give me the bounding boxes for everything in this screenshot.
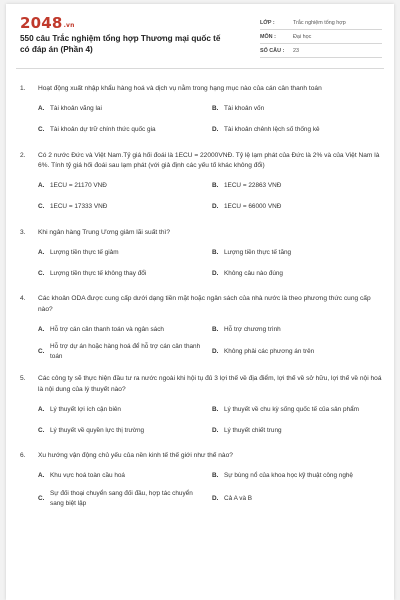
answer-option[interactable]: [38, 489, 212, 509]
answer-option[interactable]: [38, 122, 212, 139]
option-letter: A.: [38, 405, 45, 413]
answer-option[interactable]: [38, 101, 212, 118]
option-letter: A.: [38, 105, 45, 112]
question-number: 4.: [20, 295, 26, 302]
meta-value: 23: [293, 47, 299, 54]
option-letter: D.: [212, 426, 219, 434]
question-number: 1.: [20, 85, 26, 92]
option-text: Lý thuyết lợi ích cận biên: [50, 405, 121, 413]
option-letter: C.: [38, 348, 45, 355]
question-text: [20, 84, 382, 95]
answer-options: [20, 178, 382, 216]
question-body: Có 2 nước Đức và Việt Nam.Tỷ giá hối đoái là 1ECU = 22000VNĐ. Tỷ lệ lạm phát của Đức là 2% và của Việt Nam là 6%. Tính tỷ giá hối đoái sau lạm phát (với giả định các yếu tố khác không đổi): [38, 151, 380, 169]
option-text: Tài khoản dự trữ chính thức quốc gia: [50, 126, 156, 133]
question-text: [20, 151, 382, 172]
option-letter: A.: [38, 325, 45, 333]
option-letter: B.: [212, 105, 219, 112]
option-letter: B.: [212, 405, 219, 413]
answer-option[interactable]: [212, 178, 386, 195]
question-body: Khi ngân hàng Trung Ương giảm lãi suất thì?: [38, 228, 171, 236]
question-item: [20, 151, 382, 216]
answer-option[interactable]: [212, 265, 386, 282]
question-body: Hoạt động xuất nhập khẩu hàng hoá và dịch vụ nằm trong hạng mục nào của cán cân thanh toán: [38, 85, 322, 92]
question-text: [20, 294, 382, 315]
answer-option[interactable]: [38, 468, 212, 485]
option-letter: D.: [212, 348, 219, 355]
option-letter: C.: [38, 203, 45, 210]
question-body: Các khoản ODA được cung cấp dưới dạng tiền mặt hoặc ngân sách của nhà nước là theo phương thức cung cấp nào?: [38, 295, 371, 313]
answer-option[interactable]: [38, 178, 212, 195]
option-text: Hỗ trợ cán cân thanh toán và ngân sách: [50, 325, 164, 333]
option-letter: D.: [212, 269, 219, 277]
answer-options: [20, 468, 382, 509]
option-text: Hỗ trợ dự án hoặc hàng hoá để hỗ trợ cán cân thanh toán: [50, 343, 201, 360]
option-letter: C.: [38, 126, 45, 133]
option-text: Lượng tiền thực tế không thay đổi: [50, 269, 147, 277]
question-text: [20, 374, 382, 395]
option-text: Tài khoản vãng lai: [50, 105, 102, 112]
option-text: Tài khoản vốn: [224, 105, 265, 112]
meta-row: [260, 16, 382, 30]
option-letter: B.: [212, 248, 219, 256]
answer-options: [20, 101, 382, 139]
question-number: 6.: [20, 452, 26, 459]
meta-row: [260, 30, 382, 44]
answer-option[interactable]: [212, 489, 386, 509]
meta-label: MÔN :: [260, 33, 276, 40]
document-page: [6, 4, 394, 600]
site-logo[interactable]: [20, 14, 75, 32]
question-item: [20, 451, 382, 509]
option-letter: A.: [38, 472, 45, 479]
meta-row: [260, 44, 382, 58]
logo-suffix: .vn: [63, 22, 75, 29]
option-text: 1ECU = 17333 VNĐ: [50, 203, 108, 210]
answer-options: [20, 244, 382, 282]
logo-text: 2048: [20, 14, 63, 32]
option-text: 1ECU = 21170 VNĐ: [50, 182, 107, 189]
option-letter: C.: [38, 426, 45, 434]
answer-option[interactable]: [38, 422, 212, 439]
option-letter: C.: [38, 494, 45, 502]
option-letter: D.: [212, 126, 219, 133]
question-number: 2.: [20, 151, 26, 159]
option-text: Sự bùng nổ của khoa học kỹ thuật công nghệ: [224, 472, 353, 479]
answer-option[interactable]: [212, 199, 386, 216]
question-body: Các công ty sẽ thực hiện đầu tư ra nước ngoài khi hội tụ đủ 3 lợi thế về địa điểm, lợi thế về sở hữu, lợi thế về nội hoá là nội dung của lý thuyết nào?: [38, 375, 382, 393]
answer-option[interactable]: [212, 122, 386, 139]
answer-option[interactable]: [212, 422, 386, 439]
question-item: [20, 374, 382, 439]
question-item: [20, 84, 382, 139]
option-text: Lý thuyết về quyền lực thị trường: [50, 426, 145, 434]
question-text: [20, 228, 382, 239]
option-letter: C.: [38, 269, 45, 277]
option-text: Không phải các phương án trên: [224, 348, 315, 355]
question-list: [20, 84, 382, 521]
answer-option[interactable]: [38, 321, 212, 338]
option-letter: B.: [212, 472, 219, 479]
option-text: Khu vực hoá toàn cầu hoá: [50, 472, 125, 479]
option-text: Lý thuyết về chu kỳ sống quốc tế của sản phẩm: [224, 405, 359, 413]
question-number: 3.: [20, 228, 26, 236]
option-text: Hỗ trợ chương trình: [224, 325, 281, 333]
option-text: 1ECU = 66000 VNĐ: [224, 203, 282, 210]
meta-value: Trắc nghiệm tổng hợp: [293, 19, 346, 26]
header-divider: [16, 68, 384, 69]
answer-option[interactable]: [38, 244, 212, 261]
option-letter: A.: [38, 248, 45, 256]
option-text: Cả A và B: [224, 494, 253, 502]
option-text: 1ECU = 22863 VNĐ: [224, 182, 282, 189]
option-text: Không câu nào đúng: [224, 269, 283, 277]
document-meta: [260, 16, 382, 58]
document-header: [20, 14, 382, 64]
meta-label: LỚP :: [260, 19, 275, 26]
question-number: 5.: [20, 375, 26, 382]
option-letter: D.: [212, 203, 219, 210]
answer-option[interactable]: [212, 401, 386, 418]
answer-option[interactable]: [212, 101, 386, 118]
option-letter: A.: [38, 182, 45, 189]
answer-option[interactable]: [38, 342, 212, 362]
option-text: Lượng tiền thực tế giảm: [50, 248, 119, 256]
answer-option[interactable]: [212, 468, 386, 485]
option-text: Sự đối thoại chuyển sang đối đầu, hợp tác chuyển sang biệt lập: [50, 489, 193, 507]
answer-option[interactable]: [212, 244, 386, 261]
answer-options: [20, 321, 382, 362]
answer-option[interactable]: [38, 199, 212, 216]
meta-label: SỐ CÂU :: [260, 47, 285, 54]
question-body: Xu hướng vận động chủ yếu của nền kinh tế thế giới như thế nào?: [38, 452, 233, 459]
answer-option[interactable]: [38, 265, 212, 282]
answer-option[interactable]: [212, 342, 386, 362]
option-letter: B.: [212, 182, 219, 189]
answer-option[interactable]: [38, 401, 212, 418]
option-letter: B.: [212, 325, 219, 333]
option-text: Tài khoản chênh lệch số thống kê: [224, 126, 320, 133]
question-text: [20, 451, 382, 462]
option-text: Lý thuyết chiết trung: [224, 426, 282, 434]
answer-options: [20, 401, 382, 439]
question-item: [20, 228, 382, 283]
option-letter: D.: [212, 494, 219, 502]
option-text: Lượng tiền thực tế tăng: [224, 248, 292, 256]
document-title: 550 câu Trắc nghiệm tổng hợp Thương mại quốc tế có đáp án (Phần 4): [20, 34, 221, 54]
question-item: [20, 294, 382, 362]
meta-value: Đại học: [293, 33, 312, 40]
answer-option[interactable]: [212, 321, 386, 338]
